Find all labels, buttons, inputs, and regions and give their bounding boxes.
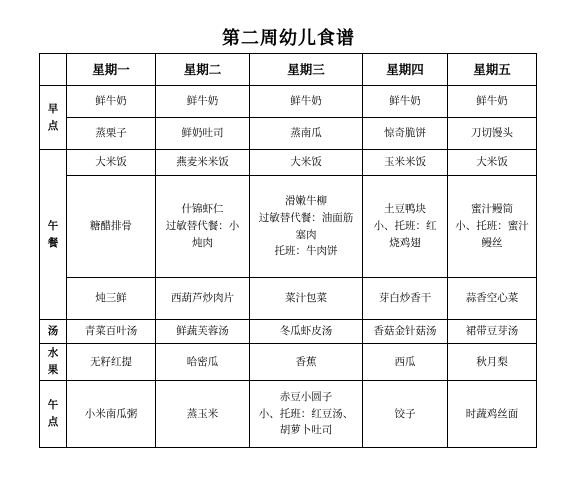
fruit-tue: 哈密瓜 [156,344,250,381]
breakfast-label: 早 点 [40,86,67,150]
day-header-thu: 星期四 [363,54,448,86]
soup-fri: 裙带豆芽汤 [448,320,537,344]
day-header-tue: 星期二 [156,54,250,86]
snack-thu: 饺子 [363,381,448,448]
breakfast-drink-wed: 鲜牛奶 [250,86,363,118]
lunch-main-thu: 土豆鸭块 小、托班：红 烧鸡翅 [363,176,448,278]
breakfast-food-tue: 鲜奶吐司 [156,118,250,150]
lunch-staple-tue: 燕麦米米饭 [156,150,250,176]
soup-label: 汤 [40,320,67,344]
menu-table [39,53,537,448]
lunch-main-fri: 蜜汁鳗筒 小、托班：蜜汁 鳗丝 [448,176,537,278]
fruit-label: 水 果 [40,344,67,381]
snack-fri: 时蔬鸡丝面 [448,381,537,448]
day-header-wed: 星期三 [250,54,363,86]
corner-cell [40,54,67,86]
breakfast-drink-tue: 鲜牛奶 [156,86,250,118]
lunch-label: 午 餐 [40,150,67,320]
lunch-staple-row [40,150,537,176]
lunch-staple-thu: 玉米米饭 [363,150,448,176]
breakfast-drink-row [40,86,537,118]
lunch-veg-tue: 西葫芦炒肉片 [156,278,250,320]
breakfast-drink-thu: 鲜牛奶 [363,86,448,118]
breakfast-drink-mon: 鲜牛奶 [67,86,156,118]
breakfast-food-thu: 惊奇脆饼 [363,118,448,150]
snack-wed: 赤豆小圆子 小、托班：红豆汤、 胡萝卜吐司 [250,381,363,448]
lunch-veg-row [40,278,537,320]
page-title: 第二周幼儿食谱 [222,28,355,49]
soup-thu: 香菇金针菇汤 [363,320,448,344]
fruit-wed: 香蕉 [250,344,363,381]
fruit-mon: 无籽红提 [67,344,156,381]
lunch-main-tue: 什锦虾仁 过敏替代餐：小 炖肉 [156,176,250,278]
snack-row [40,381,537,448]
snack-label: 午 点 [40,381,67,448]
lunch-veg-fri: 蒜香空心菜 [448,278,537,320]
breakfast-food-wed: 蒸南瓜 [250,118,363,150]
soup-row [40,320,537,344]
lunch-staple-fri: 大米饭 [448,150,537,176]
lunch-veg-thu: 芽白炒香干 [363,278,448,320]
fruit-row [40,344,537,381]
lunch-staple-wed: 大米饭 [250,150,363,176]
lunch-staple-mon: 大米饭 [67,150,156,176]
breakfast-food-fri: 刀切馒头 [448,118,537,150]
soup-mon: 青菜百叶汤 [67,320,156,344]
soup-tue: 鲜蔬芙蓉汤 [156,320,250,344]
day-header-mon: 星期一 [67,54,156,86]
header-row [40,54,537,86]
day-header-fri: 星期五 [448,54,537,86]
lunch-veg-mon: 炖三鲜 [67,278,156,320]
snack-tue: 蒸玉米 [156,381,250,448]
lunch-veg-wed: 菜汁包菜 [250,278,363,320]
breakfast-food-mon: 蒸栗子 [67,118,156,150]
snack-mon: 小米南瓜粥 [67,381,156,448]
breakfast-food-row [40,118,537,150]
breakfast-drink-fri: 鲜牛奶 [448,86,537,118]
lunch-main-row [40,176,537,278]
fruit-fri: 秋月梨 [448,344,537,381]
lunch-main-wed: 滑嫩牛柳 过敏替代餐：油面筋 塞肉 托班：牛肉饼 [250,176,363,278]
fruit-thu: 西瓜 [363,344,448,381]
lunch-main-mon: 糖醋排骨 [67,176,156,278]
soup-wed: 冬瓜虾皮汤 [250,320,363,344]
